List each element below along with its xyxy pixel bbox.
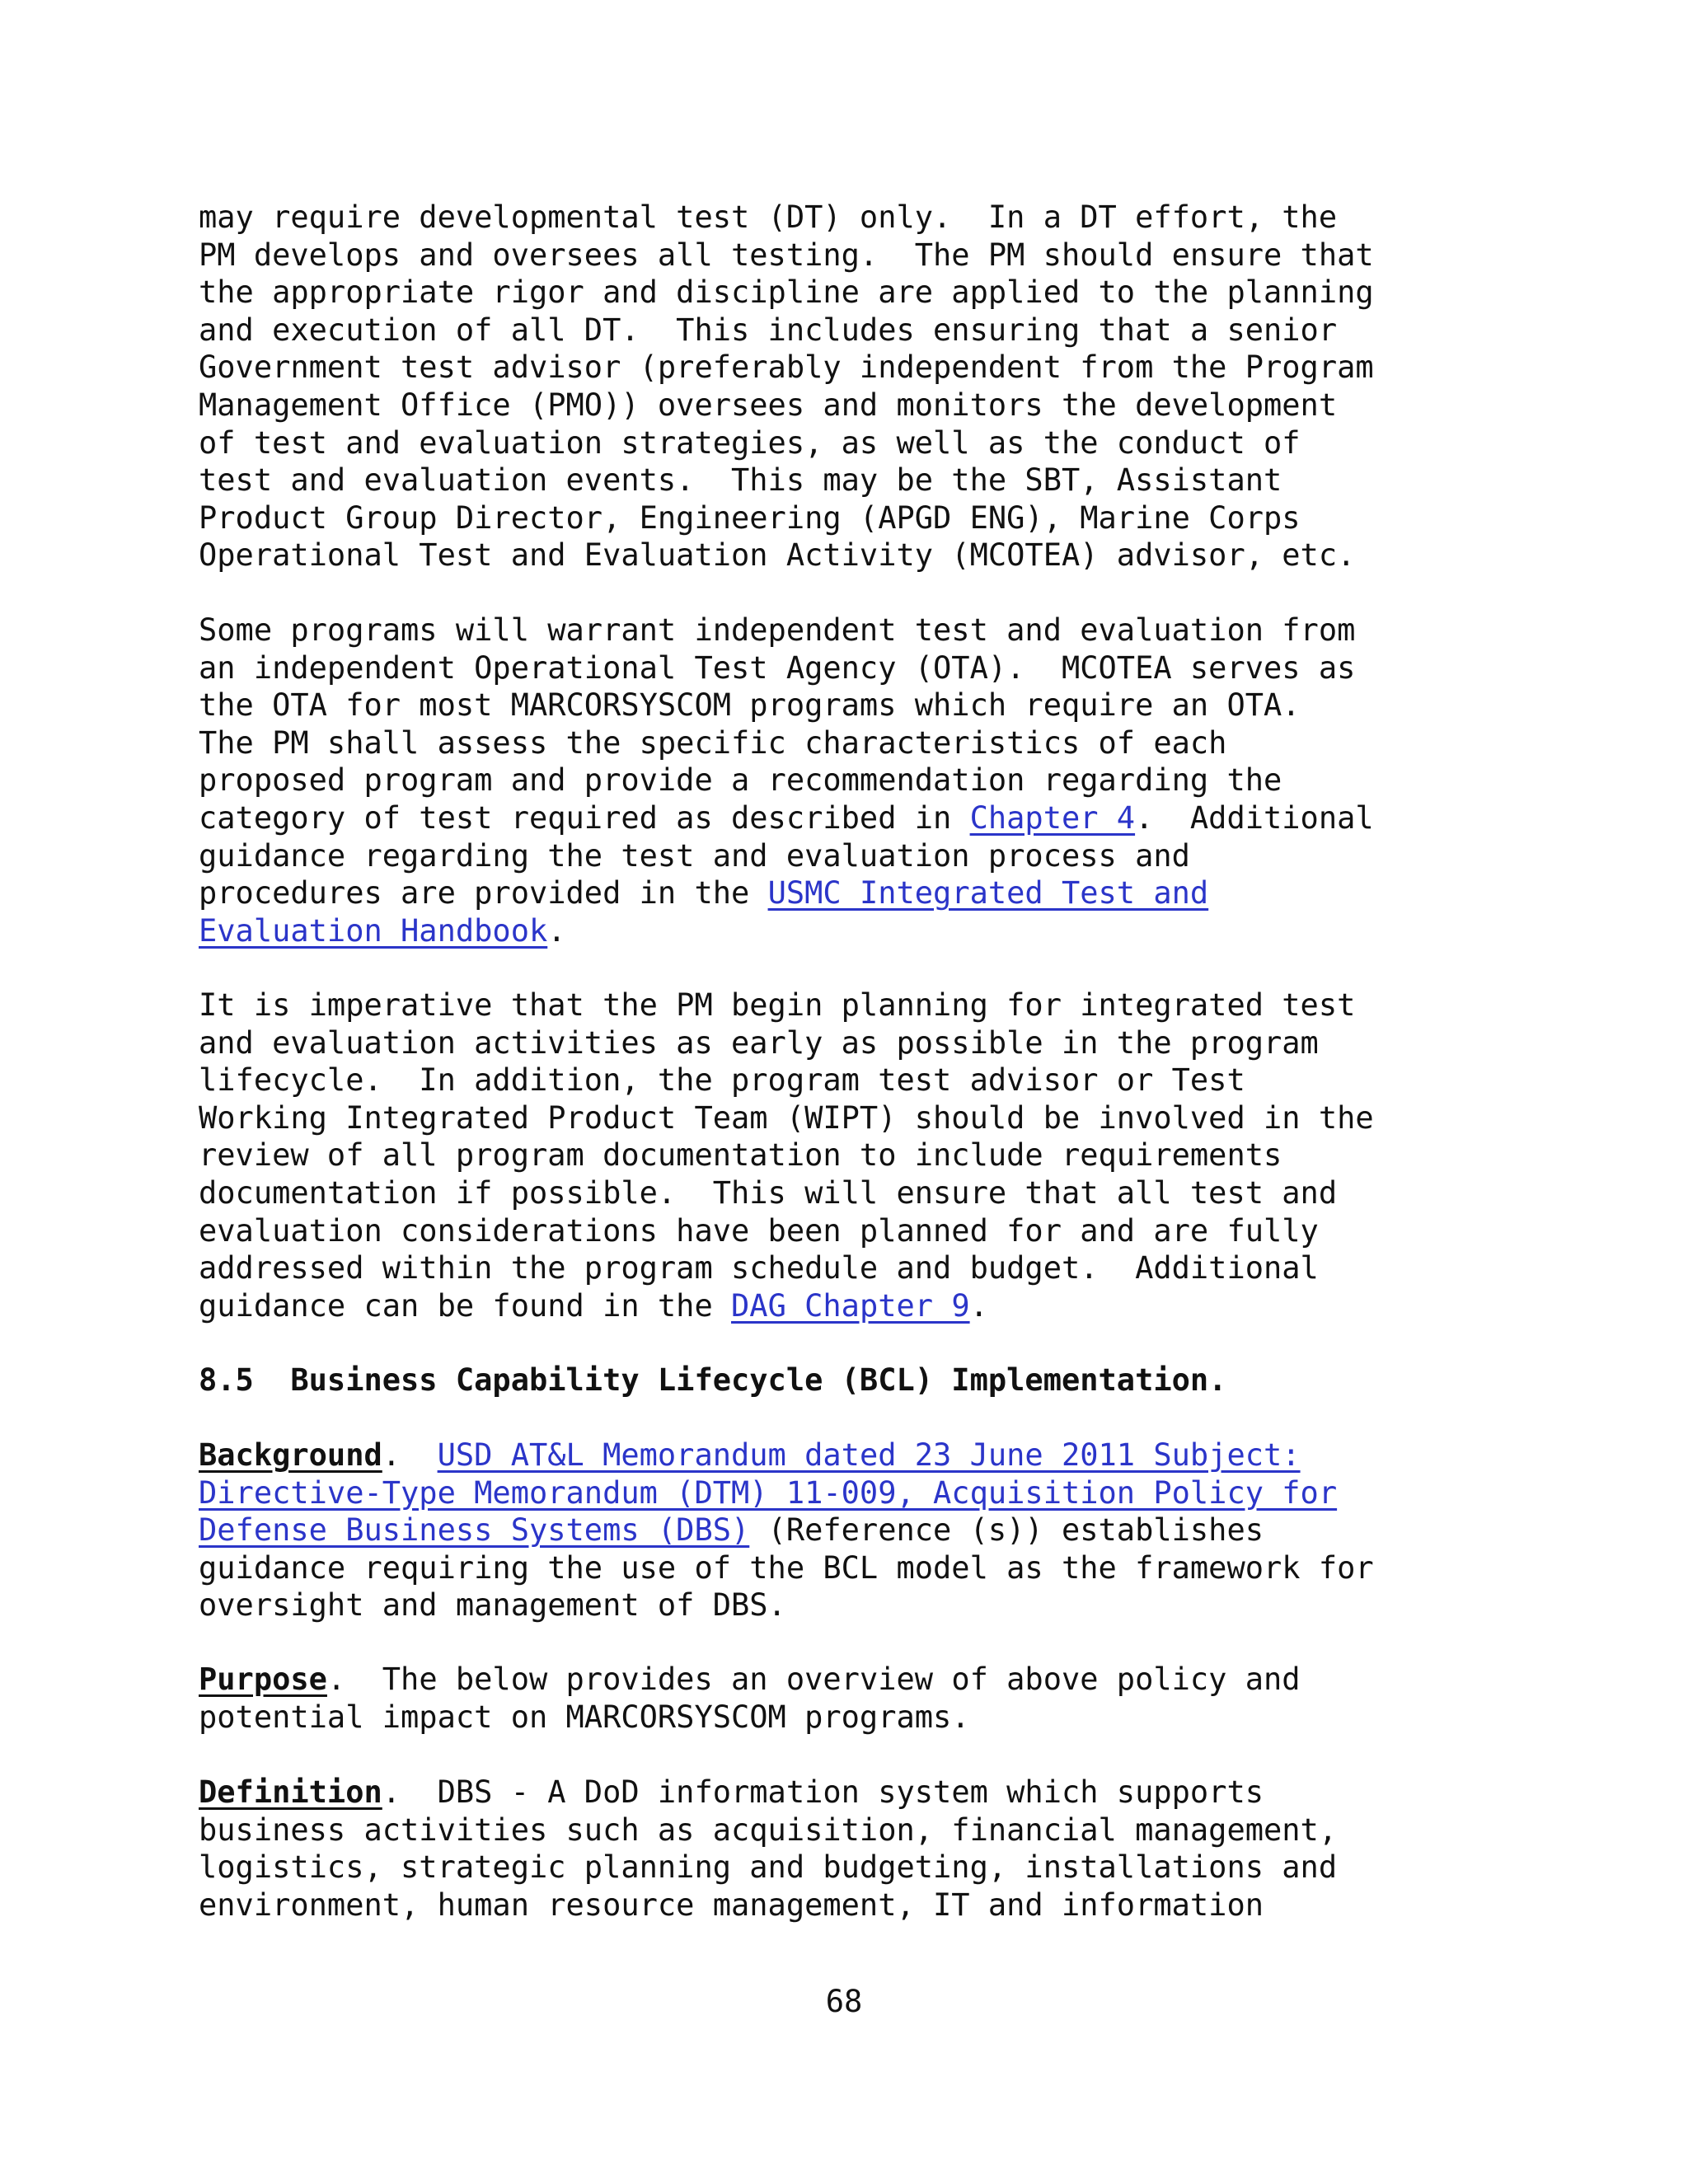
text-segment: . The below provides an overview of above policy and: [326, 1661, 1301, 1697]
paragraph-integrated-planning: [199, 987, 1484, 1324]
chapter-4-link[interactable]: Chapter 4: [969, 799, 1136, 836]
text-line: oversight and management of DBS.: [199, 1587, 786, 1624]
text-line: guidance regarding the test and evaluation process and: [199, 837, 1190, 874]
text-line: environment, human resource management, IT and information: [199, 1886, 1264, 1923]
text-line: logistics, strategic planning and budgeting, installations and: [199, 1849, 1338, 1886]
paragraph-background: [199, 1436, 1484, 1624]
text-line: of test and evaluation strategies, as well as the conduct of: [199, 424, 1301, 461]
text-line: documentation if possible. This will ensure that all test and: [199, 1174, 1338, 1211]
purpose-label: Purpose: [199, 1661, 327, 1697]
text-line: test and evaluation events. This may be the SBT, Assistant: [199, 462, 1282, 499]
text-segment: (Reference (s)) establishes: [749, 1512, 1264, 1549]
dtm-memorandum-link-continued[interactable]: Directive-Type Memorandum (DTM) 11-009, Acquisition Policy for: [199, 1474, 1338, 1511]
background-label: Background: [199, 1437, 382, 1473]
text-line: The PM shall assess the specific characteristics of each: [199, 724, 1227, 761]
text-line: the appropriate rigor and discipline are applied to the planning: [199, 274, 1374, 311]
text-segment: .: [382, 1437, 438, 1473]
text-line: Product Group Director, Engineering (APGD ENG), Marine Corps: [199, 499, 1301, 536]
text-line: guidance requiring the use of the BCL model as the framework for: [199, 1549, 1374, 1586]
text-line: business activities such as acquisition, financial management,: [199, 1811, 1338, 1848]
dtm-memorandum-link[interactable]: USD AT&L Memorandum dated 23 June 2011 Subject:: [437, 1437, 1301, 1473]
text-line: may require developmental test (DT) only. In a DT effort, the: [199, 199, 1338, 235]
section-heading: 8.5 Business Capability Lifecycle (BCL) Implementation.: [199, 1362, 1227, 1398]
dtm-memorandum-link-end[interactable]: Defense Business Systems (DBS): [199, 1512, 750, 1549]
text-segment: procedures are provided in the: [199, 875, 768, 912]
text-line: review of all program documentation to include requirements: [199, 1137, 1282, 1174]
text-segment: category of test required as described in: [199, 799, 970, 836]
text-line: potential impact on MARCORSYSCOM programs.: [199, 1699, 970, 1735]
text-line: proposed program and provide a recommendation regarding the: [199, 762, 1282, 799]
text-line: It is imperative that the PM begin planning for integrated test: [199, 987, 1356, 1023]
text-line: and execution of all DT. This includes ensuring that a senior: [199, 312, 1338, 348]
text-line: and evaluation activities as early as possible in the program: [199, 1024, 1319, 1061]
text-line: lifecycle. In addition, the program test advisor or Test: [199, 1062, 1245, 1099]
text-segment: . DBS - A DoD information system which supports: [382, 1774, 1264, 1810]
text-line: Government test advisor (preferably independent from the Program: [199, 349, 1374, 386]
text-line: Operational Test and Evaluation Activity (MCOTEA) advisor, etc.: [199, 537, 1356, 574]
text-segment: .: [547, 912, 566, 949]
paragraph-definition: [199, 1774, 1484, 1924]
text-line: an independent Operational Test Agency (OTA). MCOTEA serves as: [199, 649, 1356, 686]
paragraph-purpose: [199, 1661, 1484, 1736]
paragraph-ota: [199, 612, 1484, 949]
test-evaluation-handbook-link-continued[interactable]: Evaluation Handbook: [199, 912, 548, 949]
text-line: evaluation considerations have been planned for and are fully: [199, 1212, 1319, 1249]
dag-chapter-9-link[interactable]: DAG Chapter 9: [731, 1287, 970, 1324]
paragraph-dt-testing: [199, 199, 1484, 574]
text-line: Some programs will warrant independent test and evaluation from: [199, 612, 1356, 648]
text-segment: .: [969, 1287, 988, 1324]
text-line: Management Office (PMO)) oversees and monitors the development: [199, 387, 1338, 423]
text-line: the OTA for most MARCORSYSCOM programs which require an OTA.: [199, 687, 1301, 724]
text-line: PM develops and oversees all testing. The PM should ensure that: [199, 237, 1374, 273]
text-line: Working Integrated Product Team (WIPT) should be involved in the: [199, 1099, 1374, 1136]
text-line: addressed within the program schedule and budget. Additional: [199, 1250, 1319, 1286]
test-evaluation-handbook-link[interactable]: USMC Integrated Test and: [767, 875, 1209, 912]
definition-label: Definition: [199, 1774, 382, 1810]
page-number: 68: [825, 1984, 863, 2019]
text-segment: . Additional: [1135, 799, 1374, 836]
text-segment: guidance can be found in the: [199, 1287, 732, 1324]
